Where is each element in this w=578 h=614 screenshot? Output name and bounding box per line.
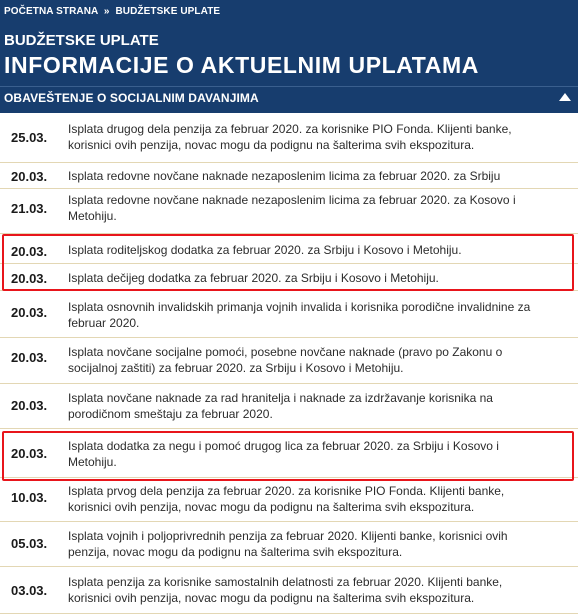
item-text: Isplata novčane naknade za rad hranitelja i naknade za izdržavanje korisnika na porodičnom smeštaju za februar 2020.: [68, 391, 493, 421]
item-date: 20.03.: [11, 305, 48, 320]
list-item: [0, 234, 578, 264]
item-text: Isplata novčane socijalne pomoći, posebne novčane naknade (pravo po Zakonu o socijalnoj zaštiti) za februar 2020. za Srbiju i Kosovo i Metohiju.: [68, 345, 503, 375]
breadcrumb-separator: »: [103, 6, 110, 17]
breadcrumb-home-link[interactable]: POČETNA STRANA: [4, 6, 98, 17]
list-item: [0, 338, 578, 384]
list-item: [0, 163, 578, 189]
item-date: 20.03.: [11, 271, 48, 286]
item-date: 03.03.: [11, 583, 48, 598]
section-header: [0, 86, 578, 109]
list-item: [0, 429, 578, 478]
item-date: 20.03.: [11, 446, 48, 461]
item-date: 21.03.: [11, 201, 48, 216]
list-item: [0, 567, 578, 614]
item-date: 20.03.: [11, 398, 48, 413]
item-date: 25.03.: [11, 130, 48, 145]
item-text: Isplata redovne novčane naknade nezaposlenim licima za februar 2020. za Kosovo i Metohiju.: [68, 193, 516, 223]
list-item: [0, 189, 578, 234]
item-date: 10.03.: [11, 490, 48, 505]
item-text: Isplata penzija za korisnike samostalnih delatnosti za februar 2020. Klijenti banke, korisnici ovih penzija, novac mogu da podignu na šalterima svih ekspozitura.: [68, 575, 503, 605]
item-text: Isplata prvog dela penzija za februar 2020. za korisnike PIO Fonda. Klijenti banke, korisnici ovih penzija, novac mogu da podignu na šalterima svih ekspozitura.: [68, 484, 505, 514]
list-item: [0, 384, 578, 429]
item-date: 20.03.: [11, 244, 48, 259]
item-text: Isplata redovne novčane naknade nezaposlenim licima za februar 2020. za Srbiju: [68, 169, 501, 183]
item-text: Isplata dodatka za negu i pomoć drugog lica za februar 2020. za Srbiju i Kosovo i Metohiju.: [68, 439, 499, 469]
breadcrumb: [4, 6, 220, 17]
page-title: INFORMACIJE O AKTUELNIM UPLATAMA: [4, 52, 479, 78]
list-item: [0, 478, 578, 522]
item-date: 20.03.: [11, 169, 48, 184]
item-text: Isplata dečijeg dodatka za februar 2020. za Srbiju i Kosovo i Metohiju.: [68, 271, 439, 285]
item-text: Isplata vojnih i poljoprivrednih penzija za februar 2020. Klijenti banke, korisnici ovih penzija, novac mogu da podignu na šalterima svih ekspozitura.: [68, 529, 508, 559]
list-item: [0, 264, 578, 291]
list-item: [0, 522, 578, 567]
item-date: 20.03.: [11, 350, 48, 365]
item-text: Isplata osnovnih invalidskih primanja vojnih invalida i korisnika porodične invalidnine za februar 2020.: [68, 300, 531, 330]
list-item: [0, 291, 578, 338]
list-item: [0, 118, 578, 163]
item-text: Isplata drugog dela penzija za februar 2020. za korisnike PIO Fonda. Klijenti banke, korisnici ovih penzija, novac mogu da podignu na šalterima svih ekspozitura.: [68, 122, 512, 152]
section-title: OBAVEŠTENJE O SOCIJALNIM DAVANJIMA: [4, 91, 259, 105]
page-header: [0, 0, 578, 113]
page-kicker: BUDŽETSKE UPLATE: [4, 32, 159, 49]
breadcrumb-current: BUDŽETSKE UPLATE: [115, 6, 221, 17]
collapse-arrow-icon[interactable]: [559, 93, 571, 101]
item-text: Isplata roditeljskog dodatka za februar 2020. za Srbiju i Kosovo i Metohiju.: [68, 243, 462, 257]
item-date: 05.03.: [11, 536, 48, 551]
